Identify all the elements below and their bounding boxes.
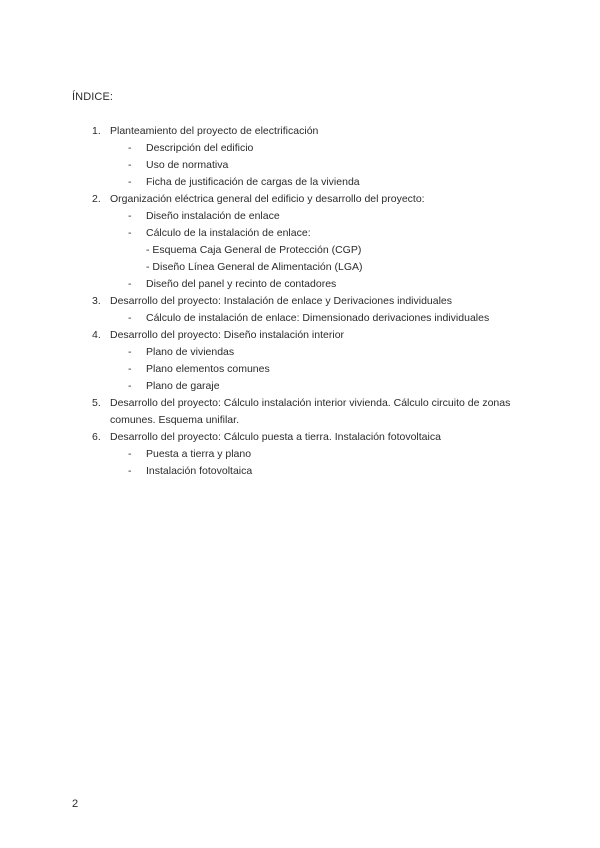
toc-text: Plano elementos comunes xyxy=(146,363,270,375)
toc-text: Desarrollo del proyecto: Diseño instalación interior xyxy=(110,329,345,341)
toc-number: 5. xyxy=(92,397,101,409)
toc-number: 4. xyxy=(92,329,101,341)
toc-text: Cálculo de instalación de enlace: Dimensionado derivaciones individuales xyxy=(146,312,490,324)
toc-text: Puesta a tierra y plano xyxy=(146,448,252,460)
toc-text: Instalación fotovoltaica xyxy=(146,465,253,477)
toc-text: Ficha de justificación de cargas de la vivienda xyxy=(146,176,360,188)
dash-bullet: - xyxy=(128,159,132,171)
page-number: 2 xyxy=(72,798,79,810)
toc-text: - Diseño Línea General de Alimentación (LGA) xyxy=(146,261,363,273)
dash-bullet: - xyxy=(128,363,132,375)
toc-text: Diseño del panel y recinto de contadores xyxy=(146,278,337,290)
dash-bullet: - xyxy=(128,210,132,222)
toc-text: Plano de viviendas xyxy=(146,346,235,358)
toc-text: - Esquema Caja General de Protección (CGP) xyxy=(146,244,362,256)
toc-text: comunes. Esquema unifilar. xyxy=(110,414,239,426)
toc-text: Diseño instalación de enlace xyxy=(146,210,280,222)
toc-text: Planteamiento del proyecto de electrificación xyxy=(110,125,319,137)
toc-text: Plano de garaje xyxy=(146,380,220,392)
dash-bullet: - xyxy=(128,448,132,460)
toc-text: Desarrollo del proyecto: Cálculo puesta a tierra. Instalación fotovoltaica xyxy=(110,431,441,443)
toc-text: Uso de normativa xyxy=(146,159,229,171)
toc-number: 3. xyxy=(92,295,101,307)
toc-text: Desarrollo del proyecto: Instalación de enlace y Derivaciones individuales xyxy=(110,295,453,307)
toc-number: 6. xyxy=(92,431,101,443)
toc-text: Organización eléctrica general del edificio y desarrollo del proyecto: xyxy=(110,193,425,205)
toc-number: 2. xyxy=(92,193,101,205)
toc-text: Cálculo de la instalación de enlace: xyxy=(146,227,311,239)
dash-bullet: - xyxy=(128,227,132,239)
toc-number: 1. xyxy=(92,125,101,137)
dash-bullet: - xyxy=(128,346,132,358)
dash-bullet: - xyxy=(128,176,132,188)
dash-bullet: - xyxy=(128,465,132,477)
toc-text: Desarrollo del proyecto: Cálculo instalación interior vivienda. Cálculo circuito de zonas xyxy=(110,397,511,409)
toc-text: Descripción del edificio xyxy=(146,142,254,154)
dash-bullet: - xyxy=(128,312,132,324)
dash-bullet: - xyxy=(128,142,132,154)
index-heading: ÍNDICE: xyxy=(72,91,114,103)
dash-bullet: - xyxy=(128,380,132,392)
dash-bullet: - xyxy=(128,278,132,290)
